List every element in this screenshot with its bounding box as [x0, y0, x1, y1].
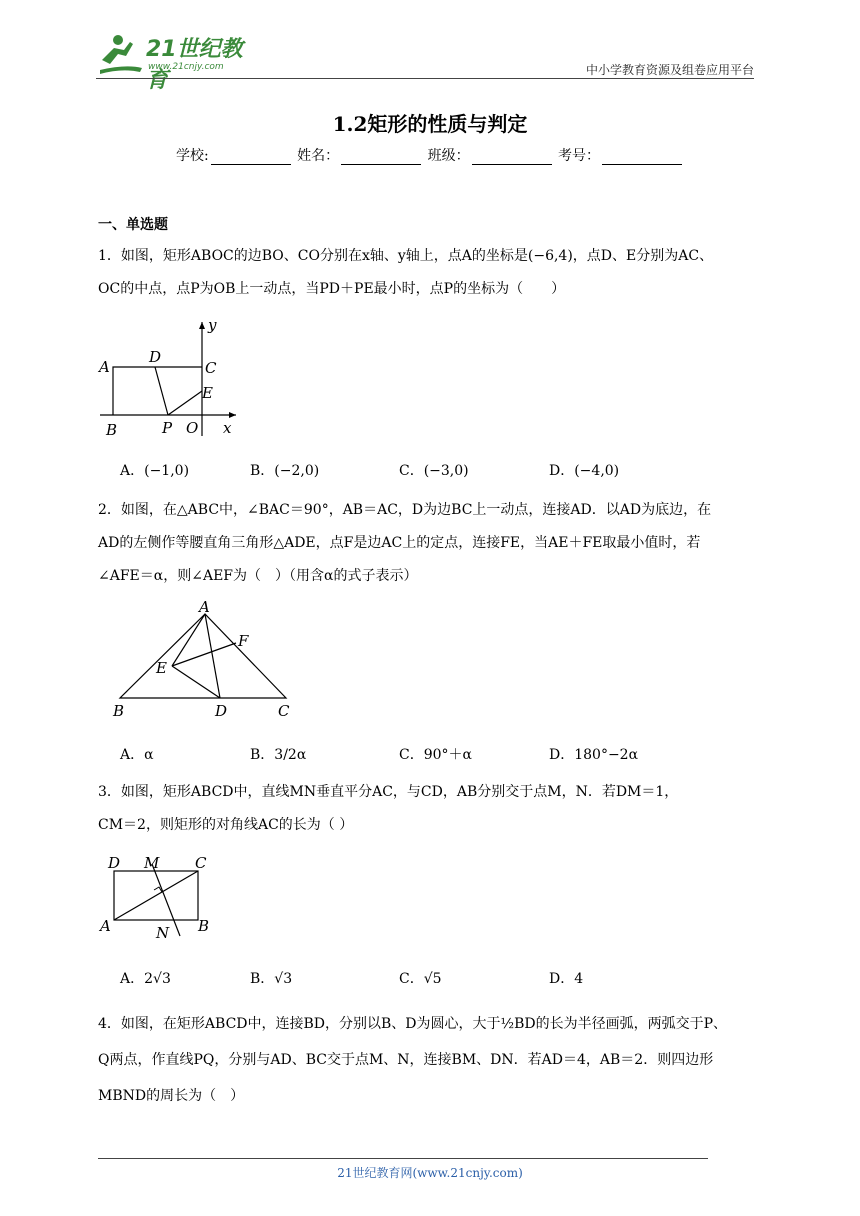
fig1-label-b: B — [106, 421, 118, 439]
question-4-line-3: MBND的周长为（ ） — [98, 1088, 245, 1104]
q3-option-b[interactable]: B．√3 — [250, 971, 293, 987]
question-3 — [98, 776, 763, 842]
page-title: 1.2矩形的性质与判定 — [332, 112, 528, 136]
fig2-label-a: A — [199, 600, 210, 616]
question-2-line-2: AD的左侧作等腰直角三角形△ADE，点F是边AC上的定点，连接FE，当AE＋FE取最小值时，若 — [98, 535, 701, 551]
q1-option-a[interactable]: A．(−1,0) — [120, 463, 190, 479]
q2-option-d[interactable]: D．180°−2α — [549, 747, 639, 763]
fig2-label-f: F — [238, 632, 249, 650]
figure-3 — [98, 852, 218, 942]
name-label: 姓名： — [297, 148, 340, 164]
q3-option-d[interactable]: D．4 — [549, 971, 584, 987]
site-logo[interactable] — [96, 30, 256, 93]
q3-option-a[interactable]: A．2√3 — [120, 971, 171, 987]
question-4-line-2: Q两点，作直线PQ，分别与AD、BC交于点M、N，连接BM、DN．若AD＝4，AB＝2．则四边形 — [98, 1052, 714, 1068]
logo-url: www.21cnjy.com — [148, 62, 224, 72]
footer-divider — [98, 1158, 708, 1159]
fig3-label-n: N — [156, 924, 170, 942]
section-heading: 一、单选题 — [98, 217, 168, 233]
fig3-label-c: C — [195, 854, 207, 872]
header-platform-text: 中小学教育资源及组卷应用平台 — [585, 63, 754, 77]
footer-link[interactable]: 21世纪教育网(www.21cnjy.com) — [337, 1166, 523, 1180]
student-info-line — [0, 145, 860, 165]
fig1-label-a: A — [99, 358, 110, 376]
fig2-label-b: B — [113, 702, 125, 720]
q1-option-d[interactable]: D．(−4,0) — [549, 463, 620, 479]
fig3-label-a: A — [100, 917, 111, 935]
q2-option-c[interactable]: C．90°＋α — [399, 747, 472, 763]
q2-option-b[interactable]: B．3/2α — [250, 747, 307, 763]
fig2-label-c: C — [278, 702, 290, 720]
question-3-line-2: CM＝2，则矩形的对角线AC的长为（ ） — [98, 817, 354, 833]
fig1-label-y: y — [208, 318, 217, 334]
fig1-label-o: O — [186, 419, 199, 437]
question-2 — [98, 494, 763, 593]
q1-option-c[interactable]: C．(−3,0) — [399, 463, 469, 479]
question-1-line-1: 1．如图，矩形ABOC的边BO、CO分别在x轴、y轴上，点A的坐标是(−6,4)，点D、E分别为AC、 — [98, 248, 714, 264]
question-4-line-1: 4．如图，在矩形ABCD中，连接BD，分别以B、D为圆心，大于½BD的长为半径画弧，两弧交于P、 — [98, 1016, 728, 1032]
fig1-label-p: P — [162, 419, 173, 437]
fig3-label-d: D — [108, 854, 121, 872]
q1-option-b[interactable]: B．(−2,0) — [250, 463, 320, 479]
figure-2 — [108, 600, 298, 720]
school-label: 学校: — [175, 148, 209, 164]
question-3-line-1: 3．如图，矩形ABCD中，直线MN垂直平分AC，与CD，AB分别交于点M，N．若DM＝1， — [98, 784, 679, 800]
exam-no-blank[interactable] — [602, 150, 682, 165]
fig1-label-c: C — [205, 359, 217, 377]
exam-no-label: 考号： — [558, 148, 601, 164]
fig1-label-x: x — [223, 419, 232, 437]
fig3-label-m: M — [144, 854, 160, 872]
question-2-line-3: ∠AFE＝α，则∠AEF为（ ）（用含α的式子表示） — [98, 568, 418, 584]
class-blank[interactable] — [472, 150, 552, 165]
fig2-label-e: E — [156, 659, 167, 677]
logo-text: 21世纪教育 — [146, 37, 243, 93]
question-2-line-1: 2．如图，在△ABC中，∠BAC＝90°，AB＝AC，D为边BC上一动点，连接AD．以AD为底边，在 — [98, 502, 712, 518]
question-1-line-2: OC的中点，点P为OB上一动点，当PD＋PE最小时，点P的坐标为（ ） — [98, 281, 566, 297]
name-blank[interactable] — [341, 150, 421, 165]
school-blank[interactable] — [211, 150, 291, 165]
fig3-label-b: B — [198, 917, 210, 935]
figure-1 — [96, 318, 246, 440]
question-4 — [98, 1006, 763, 1114]
header-divider — [96, 78, 754, 79]
fig2-label-d: D — [215, 702, 228, 720]
question-1 — [98, 240, 763, 306]
q2-option-a[interactable]: A．α — [120, 747, 154, 763]
class-label: 班级： — [427, 148, 470, 164]
q3-option-c[interactable]: C．√5 — [399, 971, 442, 987]
fig1-label-d: D — [149, 348, 162, 366]
fig1-label-e: E — [202, 384, 213, 402]
